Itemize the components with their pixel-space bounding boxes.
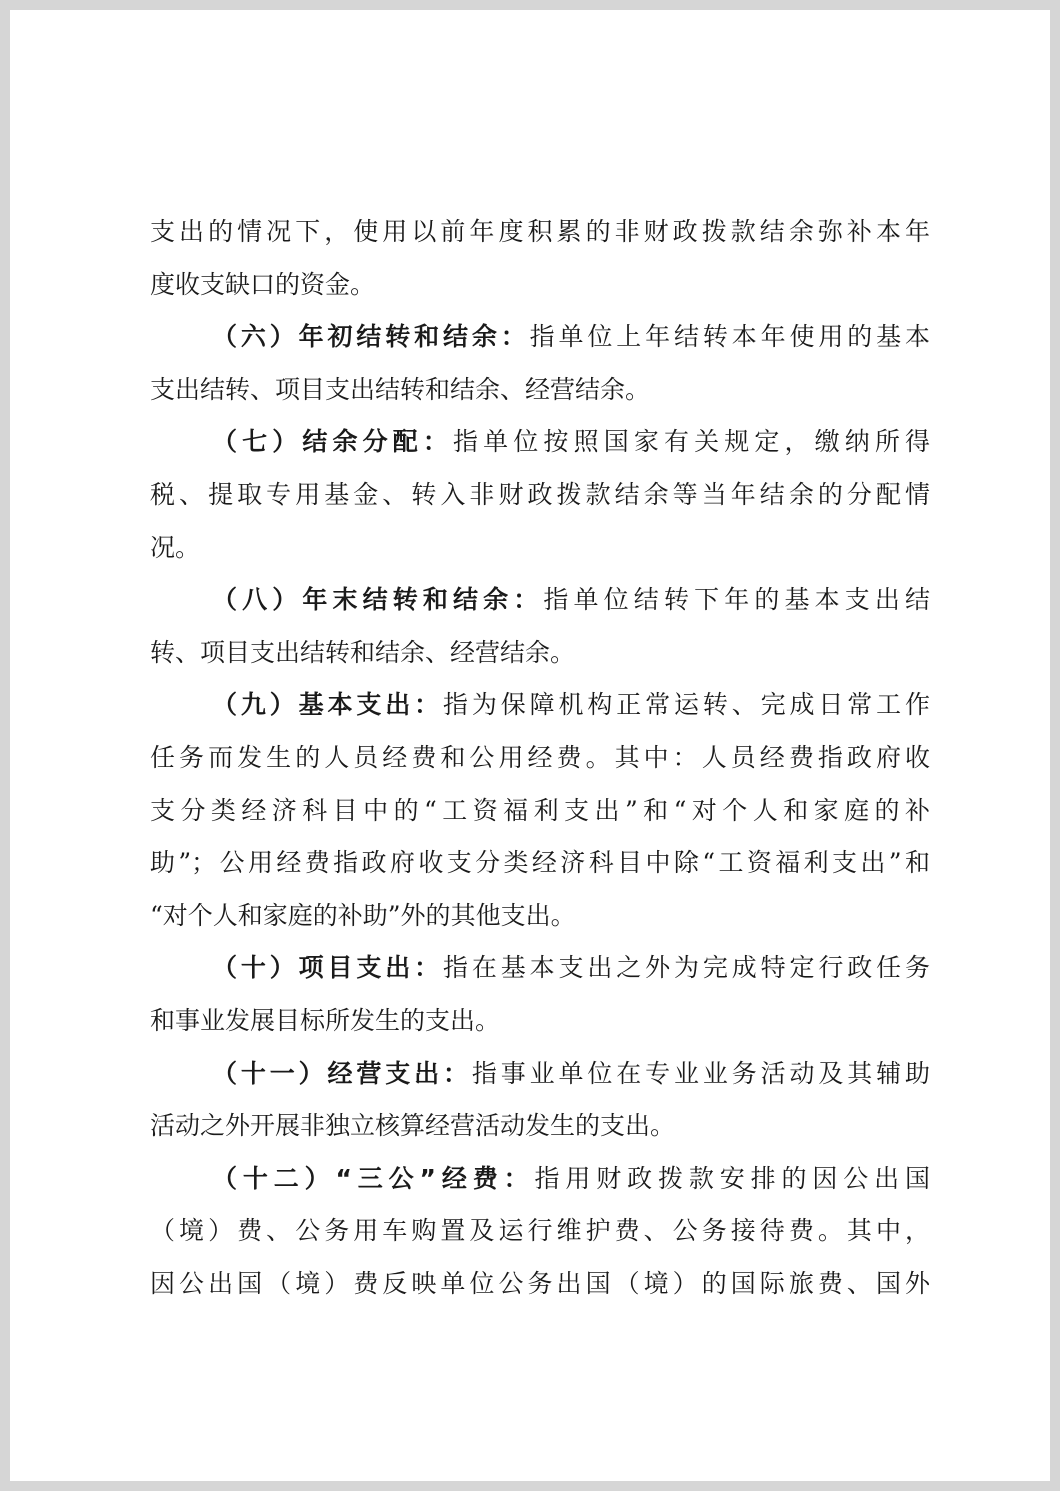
definition-text: 指单位结转下年的基本支出结 xyxy=(543,585,930,615)
text-line: （境）费、公务用车购置及运行维护费、公务接待费。其中， xyxy=(150,1216,930,1246)
definition-text: 指在基本支出之外为完成特定行政任务 xyxy=(443,953,930,983)
text-line: 任务而发生的人员经费和公用经费。其中：人员经费指政府收 xyxy=(150,742,930,772)
text-line: 税、提取专用基金、转入非财政拨款结余等当年结余的分配情 xyxy=(150,479,930,509)
text-line: 支出的情况下，使用以前年度积累的非财政拨款结余弥补本年 xyxy=(150,217,930,246)
definition-term: （九）基本支出： xyxy=(212,690,443,720)
definition-term: （六）年初结转和结余： xyxy=(212,322,530,352)
text-line: 活动之外开展非独立核算经营活动发生的支出。 xyxy=(150,1111,676,1141)
text-line: 支分类经济科目中的“工资福利支出”和“对个人和家庭的补 xyxy=(150,795,930,825)
definition-term: （十）项目支出： xyxy=(212,953,443,983)
text-line: 和事业发展目标所发生的支出。 xyxy=(150,1005,501,1035)
definition-first-line xyxy=(150,574,930,627)
document-page xyxy=(10,10,1050,1481)
definition-term: （十二）“三公”经费： xyxy=(212,1163,535,1193)
text-line: “对个人和家庭的补助”外的其他支出。 xyxy=(150,900,576,930)
definition-first-line xyxy=(150,1153,930,1206)
document-body xyxy=(150,206,930,1310)
text-line: 度收支缺口的资金。 xyxy=(150,269,376,299)
definition-first-line xyxy=(150,416,930,469)
definition-first-line xyxy=(150,942,930,995)
definition-first-line xyxy=(150,1048,930,1101)
definition-term: （十一）经营支出： xyxy=(212,1058,472,1088)
text-line: 况。 xyxy=(150,532,201,562)
definition-term: （七）结余分配： xyxy=(212,427,454,457)
definition-text: 指为保障机构正常运转、完成日常工作 xyxy=(443,690,930,720)
definition-text: 指单位上年结转本年使用的基本 xyxy=(529,322,930,352)
definition-text: 指单位按照国家有关规定，缴纳所得 xyxy=(453,427,930,457)
definition-text: 指事业单位在专业业务活动及其辅助 xyxy=(471,1058,930,1088)
definition-text: 指用财政拨款安排的因公出国 xyxy=(534,1163,930,1193)
text-line: 支出结转、项目支出结转和结余、经营结余。 xyxy=(150,374,651,404)
text-line: 因公出国（境）费反映单位公务出国（境）的国际旅费、国外 xyxy=(150,1268,930,1298)
definition-first-line xyxy=(150,679,930,732)
definition-term: （八）年末结转和结余： xyxy=(212,585,544,615)
text-line: 助”；公用经费指政府收支分类经济科目中除“工资福利支出”和 xyxy=(150,848,930,878)
text-line: 转、项目支出结转和结余、经营结余。 xyxy=(150,637,576,667)
definition-first-line xyxy=(150,311,930,364)
